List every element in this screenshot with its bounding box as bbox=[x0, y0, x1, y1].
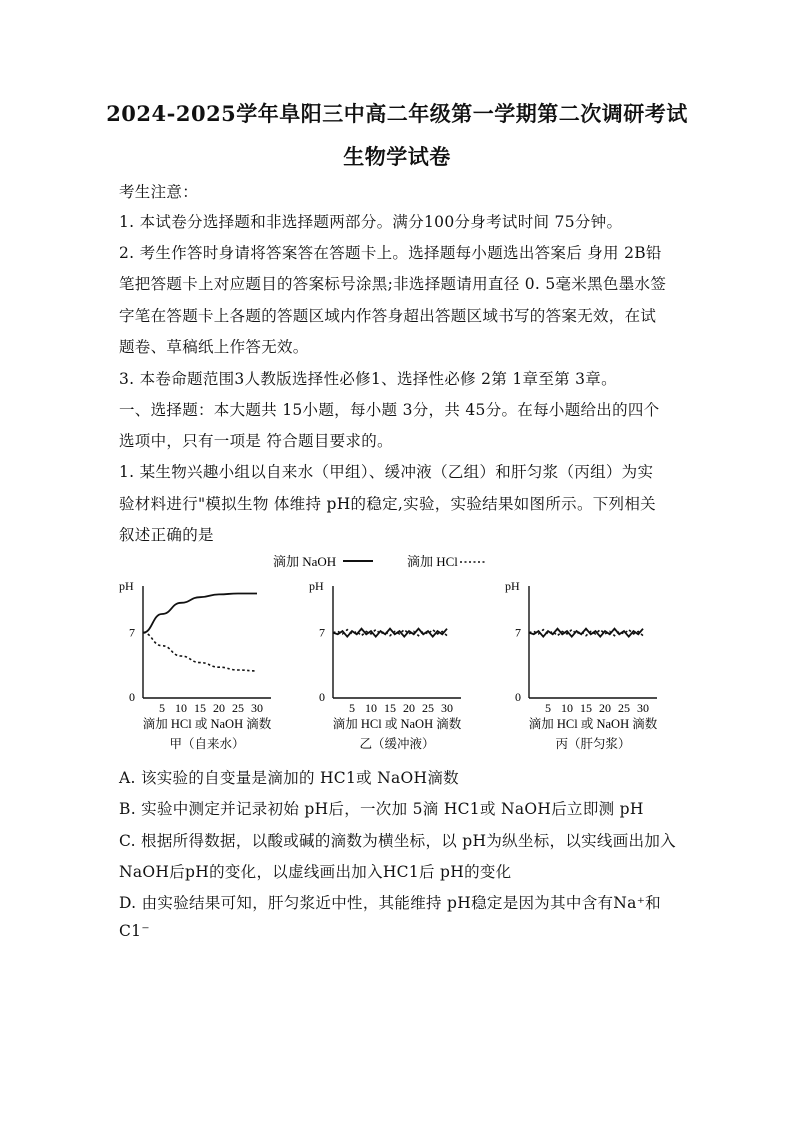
x-tick-label: 10 bbox=[175, 701, 187, 715]
y-tick-label: 0 bbox=[129, 690, 135, 704]
option-b: B. 实验中测定并记录初始 pH后，一次加 5滴 HC1或 NaOH后立即测 pH bbox=[119, 800, 644, 818]
y-tick-label: 7 bbox=[129, 625, 135, 640]
panel-buffer bbox=[309, 579, 462, 751]
x-tick-label: 5 bbox=[349, 701, 355, 715]
hcl-series-line bbox=[333, 630, 447, 636]
y-tick-label: 0 bbox=[515, 690, 521, 704]
notice-line: 2. 考生作答时身请将答案答在答题卡上。选择题每小题选出答案后 身用 2B铅 bbox=[119, 244, 662, 262]
question-stem: 1. 某生物兴趣小组以自来水（甲组）、缓冲液（乙组）和肝匀浆（丙组）为实 bbox=[119, 463, 654, 481]
legend-naoh-label: 滴加 NaOH bbox=[273, 554, 337, 569]
notice-line: 题卷、草稿纸上作答无效。 bbox=[119, 338, 309, 356]
section-heading: 一、选择题：本大题共 15小题，每小题 3分，共 45分。在每小题给出的四个 bbox=[119, 401, 660, 419]
x-tick-label: 10 bbox=[561, 701, 573, 715]
x-tick-label: 20 bbox=[213, 701, 225, 715]
x-axis-label: 滴加 HCl 或 NaOH 滴数 bbox=[142, 717, 272, 731]
x-tick-label: 15 bbox=[580, 701, 592, 715]
y-tick-label: 7 bbox=[319, 625, 325, 640]
notice-line: 3. 本卷命题范围3人教版选择性必修1、选择性必修 2第 1章至第 3章。 bbox=[119, 370, 617, 388]
panel-liver bbox=[505, 579, 658, 751]
x-tick-label: 10 bbox=[365, 701, 377, 715]
y-tick-label: 7 bbox=[515, 625, 521, 640]
x-tick-label: 25 bbox=[422, 701, 434, 715]
x-tick-label: 5 bbox=[545, 701, 551, 715]
x-tick-label: 20 bbox=[599, 701, 611, 715]
x-tick-label: 20 bbox=[403, 701, 415, 715]
y-axis-label: pH bbox=[119, 579, 134, 593]
x-tick-label: 25 bbox=[232, 701, 244, 715]
x-tick-label: 15 bbox=[194, 701, 206, 715]
option-d-cont: C1⁻ bbox=[119, 922, 150, 940]
ph-charts bbox=[117, 546, 677, 756]
option-a: A. 该实验的自变量是滴加的 HC1或 NaOH滴数 bbox=[119, 769, 459, 787]
section-heading-cont: 选项中，只有一项是 符合题目要求的。 bbox=[119, 432, 393, 450]
ph-experiment-figure bbox=[117, 546, 677, 756]
notice-heading: 考生注意： bbox=[119, 183, 199, 201]
notice-line: 1. 本试卷分选择题和非选择题两部分。满分100分身考试时间 75分钟。 bbox=[119, 213, 623, 231]
x-tick-label: 15 bbox=[384, 701, 396, 715]
option-d: D. 由实验结果可知，肝匀浆近中性，其能维持 pH稳定是因为其中含有Na⁺和 bbox=[119, 894, 661, 912]
panel-caption: 丙（肝匀浆） bbox=[555, 737, 631, 751]
naoh-series-line bbox=[143, 593, 257, 632]
y-axis-label: pH bbox=[505, 579, 520, 593]
x-axis-label: 滴加 HCl 或 NaOH 滴数 bbox=[332, 717, 462, 731]
option-c-cont: NaOH后pH的变化，以虚线画出加入HC1后 pH的变化 bbox=[119, 863, 512, 881]
hcl-series-line bbox=[143, 633, 257, 671]
x-tick-label: 25 bbox=[618, 701, 630, 715]
panel-caption: 甲（自来水） bbox=[169, 737, 245, 751]
option-c: C. 根据所得数据，以酸或碱的滴数为横坐标，以 pH为纵坐标，以实线画出加入 bbox=[119, 832, 676, 850]
panel-caption: 乙（缓冲液） bbox=[359, 737, 435, 751]
y-axis-label: pH bbox=[309, 579, 324, 593]
question-stem: 叙述正确的是 bbox=[119, 526, 214, 544]
panel-tap-water bbox=[119, 579, 272, 751]
legend-hcl-label: 滴加 HCl bbox=[407, 554, 458, 569]
x-tick-label: 30 bbox=[441, 701, 453, 715]
x-tick-label: 30 bbox=[637, 701, 649, 715]
exam-title: 2024-2025学年阜阳三中高二年级第一学期第二次调研考试 bbox=[106, 101, 688, 126]
exam-subject: 生物学试卷 bbox=[343, 144, 451, 169]
x-tick-label: 5 bbox=[159, 701, 165, 715]
x-tick-label: 30 bbox=[251, 701, 263, 715]
y-tick-label: 0 bbox=[319, 690, 325, 704]
notice-line: 字笔在答题卡上各题的答题区域内作答身超出答题区域书写的答案无效，在试 bbox=[119, 307, 657, 325]
hcl-series-line bbox=[529, 630, 643, 636]
notice-line: 笔把答题卡上对应题目的答案标号涂黑;非选择题请用直径 0. 5毫米黑色墨水签 bbox=[119, 275, 667, 293]
x-axis-label: 滴加 HCl 或 NaOH 滴数 bbox=[528, 717, 658, 731]
question-stem: 验材料进行"模拟生物 体维持 pH的稳定,实验，实验结果如图所示。下列相关 bbox=[119, 495, 656, 513]
